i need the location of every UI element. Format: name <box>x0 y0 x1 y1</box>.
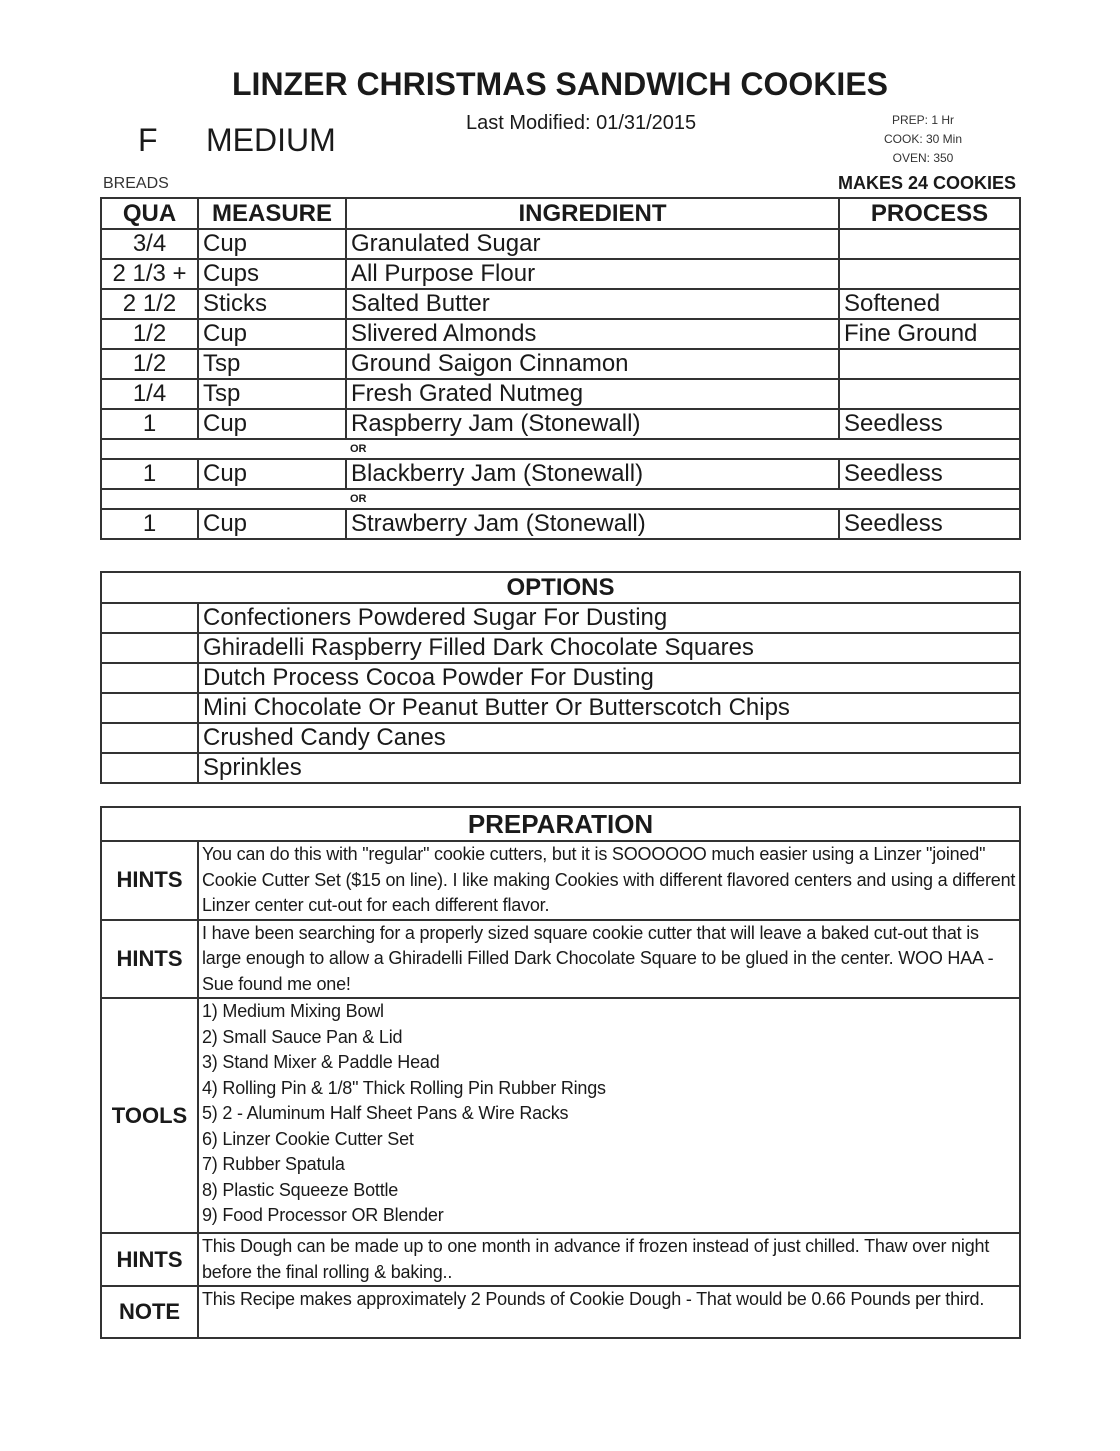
option-item: Confectioners Powdered Sugar For Dusting <box>198 603 1020 633</box>
prep-text: You can do this with "regular" cookie cutters, but it is SOOOOOO much easier using a Linzer "joined" Cookie Cutter Set ($15 on line). I like making Cookies with different flavored centers and using a different Linzer center cut-out for each different flavor. <box>198 841 1020 920</box>
ingredient-process <box>839 379 1020 409</box>
prep-text: This Dough can be made up to one month in advance if frozen instead of just chilled. Thaw over night before the final rolling & baking.. <box>198 1233 1020 1286</box>
column-header-ingredient: INGREDIENT <box>346 198 839 229</box>
ingredient-measure: Sticks <box>198 289 346 319</box>
tool-item: 6) Linzer Cookie Cutter Set <box>202 1128 414 1149</box>
time-info <box>868 111 978 168</box>
option-row <box>101 693 1020 723</box>
prep-row-note <box>101 1286 1020 1338</box>
prep-row-hints <box>101 920 1020 999</box>
option-row <box>101 603 1020 633</box>
prep-label: HINTS <box>101 841 198 920</box>
ingredient-row <box>101 409 1020 439</box>
option-item: Sprinkles <box>198 753 1020 783</box>
prep-text: I have been searching for a properly sized square cookie cutter that will leave a baked cut-out that is large enough to allow a Ghiradelli Filled Dark Chocolate Square to be glued in the center. WOO HAA - Sue found me one! <box>198 920 1020 999</box>
ingredient-name: Granulated Sugar <box>346 229 839 259</box>
ingredient-row <box>101 229 1020 259</box>
column-header-measure: MEASURE <box>198 198 346 229</box>
option-item: Dutch Process Cocoa Powder For Dusting <box>198 663 1020 693</box>
option-item: Mini Chocolate Or Peanut Butter Or Butterscotch Chips <box>198 693 1020 723</box>
ingredient-row <box>101 509 1020 539</box>
prep-time: PREP: 1 Hr <box>891 113 954 127</box>
or-separator-row <box>101 489 1020 509</box>
or-label: OR <box>101 489 1020 509</box>
ingredient-row <box>101 379 1020 409</box>
ingredient-name: Fresh Grated Nutmeg <box>346 379 839 409</box>
option-item: Crushed Candy Canes <box>198 723 1020 753</box>
ingredient-quantity: 2 1/3 + <box>101 259 198 289</box>
ingredient-row <box>101 349 1020 379</box>
option-blank <box>101 723 198 753</box>
ingredient-name: Salted Butter <box>346 289 839 319</box>
tool-item: 7) Rubber Spatula <box>202 1154 345 1174</box>
recipe-category: BREADS <box>103 175 169 192</box>
cook-time: COOK: 30 Min <box>883 132 963 146</box>
ingredient-process <box>839 229 1020 259</box>
prep-label: TOOLS <box>101 998 198 1233</box>
ingredient-process: Seedless <box>839 509 1020 539</box>
ingredient-quantity: 1 <box>101 509 198 539</box>
preparation-table <box>100 806 1021 1339</box>
ingredient-process: Softened <box>839 289 1020 319</box>
or-label: OR <box>101 439 1020 459</box>
ingredient-measure: Cup <box>198 319 346 349</box>
ingredient-quantity: 1 <box>101 459 198 489</box>
ingredient-measure: Cup <box>198 459 346 489</box>
yield: MAKES 24 COOKIES <box>837 173 1016 193</box>
tool-item: 1) Medium Mixing Bowl <box>202 1001 384 1021</box>
ingredient-name: Blackberry Jam (Stonewall) <box>346 459 839 489</box>
option-row <box>101 753 1020 783</box>
ingredient-quantity: 2 1/2 <box>101 289 198 319</box>
prep-text: This Recipe makes approximately 2 Pounds of Cookie Dough - That would be 0.66 Pounds per third. <box>198 1286 1020 1338</box>
prep-row-hints <box>101 841 1020 920</box>
option-blank <box>101 753 198 783</box>
ingredient-name: Raspberry Jam (Stonewall) <box>346 409 839 439</box>
or-separator-row <box>101 439 1020 459</box>
recipe-title: LINZER CHRISTMAS SANDWICH COOKIES <box>232 66 888 102</box>
ingredient-quantity: 1/4 <box>101 379 198 409</box>
ingredient-measure: Cup <box>198 509 346 539</box>
preparation-title: PREPARATION <box>101 807 1020 841</box>
ingredient-row <box>101 259 1020 289</box>
tool-item: 3) Stand Mixer & Paddle Head <box>202 1052 440 1072</box>
option-blank <box>101 603 198 633</box>
recipe-grade: F <box>138 122 158 158</box>
ingredient-measure: Cup <box>198 409 346 439</box>
ingredients-header-row <box>101 198 1020 229</box>
column-header-process: PROCESS <box>839 198 1020 229</box>
ingredient-process: Seedless <box>839 459 1020 489</box>
ingredient-quantity: 3/4 <box>101 229 198 259</box>
ingredient-quantity: 1/2 <box>101 319 198 349</box>
option-row <box>101 633 1020 663</box>
ingredient-row <box>101 289 1020 319</box>
option-blank <box>101 663 198 693</box>
oven-temp: OVEN: 350 <box>892 151 954 165</box>
prep-label: HINTS <box>101 1233 198 1286</box>
ingredient-quantity: 1/2 <box>101 349 198 379</box>
option-row <box>101 723 1020 753</box>
options-table <box>100 571 1021 784</box>
ingredient-process <box>839 259 1020 289</box>
tool-item: 2) Small Sauce Pan & Lid <box>202 1026 403 1047</box>
ingredient-name: All Purpose Flour <box>346 259 839 289</box>
ingredient-name: Ground Saigon Cinnamon <box>346 349 839 379</box>
option-item: Ghiradelli Raspberry Filled Dark Chocolate Squares <box>198 633 1020 663</box>
prep-label: HINTS <box>101 920 198 999</box>
tool-item: 8) Plastic Squeeze Bottle <box>202 1179 399 1200</box>
options-title: OPTIONS <box>101 572 1020 603</box>
tools-list <box>198 998 1020 1233</box>
ingredient-name: Slivered Almonds <box>346 319 839 349</box>
option-blank <box>101 693 198 723</box>
option-blank <box>101 633 198 663</box>
tool-item: 4) Rolling Pin & 1/8" Thick Rolling Pin Rubber Rings <box>202 1077 606 1098</box>
difficulty-level: MEDIUM <box>206 122 336 158</box>
tool-item: 9) Food Processor OR Blender <box>202 1205 444 1225</box>
column-header-qua: QUA <box>101 198 198 229</box>
ingredient-process: Fine Ground <box>839 319 1020 349</box>
last-modified-date: Last Modified: 01/31/2015 <box>466 112 697 134</box>
ingredient-measure: Tsp <box>198 379 346 409</box>
ingredient-row <box>101 319 1020 349</box>
tool-item: 5) 2 - Aluminum Half Sheet Pans & Wire Racks <box>202 1103 569 1123</box>
prep-row-tools <box>101 998 1020 1233</box>
ingredients-table <box>100 197 1021 540</box>
option-row <box>101 663 1020 693</box>
ingredient-measure: Cups <box>198 259 346 289</box>
ingredient-process: Seedless <box>839 409 1020 439</box>
ingredient-measure: Tsp <box>198 349 346 379</box>
prep-label: NOTE <box>101 1286 198 1338</box>
ingredient-quantity: 1 <box>101 409 198 439</box>
prep-row-hints <box>101 1233 1020 1286</box>
ingredient-process <box>839 349 1020 379</box>
ingredient-name: Strawberry Jam (Stonewall) <box>346 509 839 539</box>
ingredient-measure: Cup <box>198 229 346 259</box>
ingredient-row <box>101 459 1020 489</box>
